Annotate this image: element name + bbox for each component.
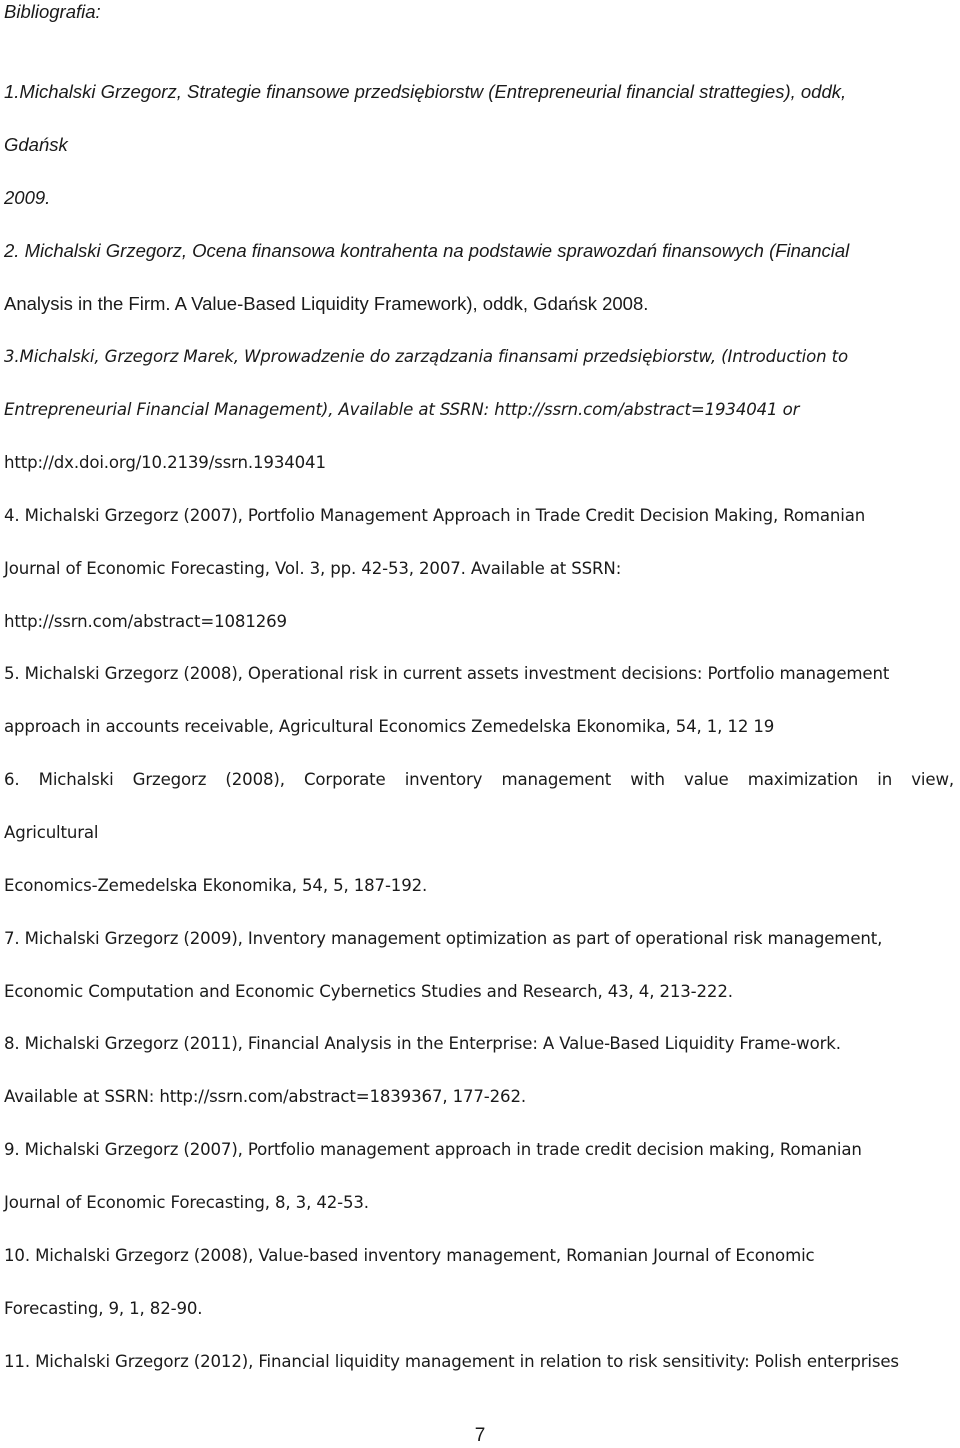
reference-line: 9. Michalski Grzegorz (2007), Portfolio management approach in trade credit decision making, Romanian	[4, 1140, 862, 1159]
reference-line: 1.Michalski Grzegorz, Strategie finansowe przedsiębiorstw (Entrepreneurial financial strattegies), oddk,	[4, 81, 847, 102]
reference-link: http://ssrn.com/abstract=1081269	[4, 612, 287, 631]
reference-line: 11. Michalski Grzegorz (2012), Financial liquidity management in relation to risk sensitivity: Polish enterprises	[4, 1352, 899, 1371]
bibliography-heading: Bibliografia:	[4, 1, 101, 22]
reference-line: Available at SSRN: http://ssrn.com/abstract=1839367, 177-262.	[4, 1087, 526, 1106]
reference-line: Journal of Economic Forecasting, Vol. 3, pp. 42-53, 2007. Available at SSRN:	[4, 559, 622, 578]
reference-line: 7. Michalski Grzegorz (2009), Inventory management optimization as part of operational risk management,	[4, 929, 883, 948]
reference-line: Journal of Economic Forecasting, 8, 3, 42-53.	[4, 1193, 369, 1212]
reference-line: Agricultural	[4, 823, 99, 842]
reference-line: approach in accounts receivable, Agricultural Economics Zemedelska Ekonomika, 54, 1, 12 19	[4, 717, 775, 736]
reference-line: 6. Michalski Grzegorz (2008), Corporate inventory management with value maximization in view,	[4, 770, 954, 789]
reference-line: Economic Computation and Economic Cybernetics Studies and Research, 43, 4, 213-222.	[4, 982, 733, 1001]
reference-line: 2. Michalski Grzegorz, Ocena finansowa kontrahenta na podstawie sprawozdań finansowych (Financial	[4, 240, 850, 261]
reference-line: 4. Michalski Grzegorz (2007), Portfolio Management Approach in Trade Credit Decision Making, Romanian	[4, 506, 866, 525]
reference-line: 2009.	[4, 187, 51, 208]
reference-line: 8. Michalski Grzegorz (2011), Financial Analysis in the Enterprise: A Value-Based Liquidity Frame-work.	[4, 1034, 841, 1053]
reference-line: Economics-Zemedelska Ekonomika, 54, 5, 187-192.	[4, 876, 428, 895]
reference-line: Analysis in the Firm. A Value-Based Liquidity Framework), oddk, Gdańsk 2008.	[4, 293, 649, 314]
reference-line: Forecasting, 9, 1, 82-90.	[4, 1299, 203, 1318]
reference-link: http://dx.doi.org/10.2139/ssrn.1934041	[4, 453, 326, 472]
reference-line: 3.Michalski, Grzegorz Marek, Wprowadzenie do zarządzania finansami przedsiębiorstw, (Introduction to	[4, 347, 848, 366]
reference-line: Entrepreneurial Financial Management), Available at SSRN: http://ssrn.com/abstract=1934041 or	[4, 400, 800, 419]
reference-line: Gdańsk	[4, 134, 68, 155]
reference-line: 10. Michalski Grzegorz (2008), Value-based inventory management, Romanian Journal of Economic	[4, 1246, 815, 1265]
page-number: 7	[474, 1425, 486, 1446]
reference-line: 5. Michalski Grzegorz (2008), Operational risk in current assets investment decisions: Portfolio management	[4, 664, 890, 683]
